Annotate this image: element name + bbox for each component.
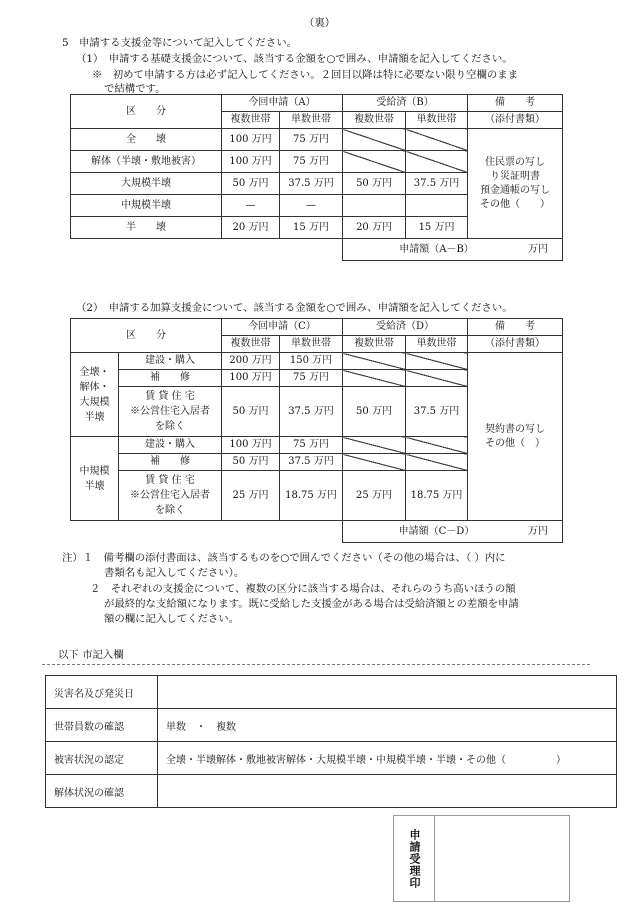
col-header-single: 単数世帯 bbox=[280, 112, 343, 129]
amount-cell[interactable]: 25 万円 bbox=[222, 471, 280, 521]
disaster-name-date-field[interactable] bbox=[158, 676, 617, 709]
col-header-multi: 複数世帯 bbox=[222, 112, 280, 129]
label-damage-status: 被害状況の認定 bbox=[46, 742, 158, 775]
total-label: 申請額（A－B） bbox=[399, 243, 474, 255]
empty-cell bbox=[343, 195, 406, 217]
na-cell bbox=[343, 129, 406, 151]
note-2-cont2: 額の欄に記入してください。 bbox=[104, 613, 240, 625]
col-header-single: 単数世帯 bbox=[280, 336, 343, 353]
na-cell bbox=[406, 437, 468, 454]
na-cell bbox=[406, 454, 468, 471]
na-cell bbox=[343, 370, 406, 387]
note-2: ２ それぞれの支援金について、複数の区分に該当する場合は、それらのうち高いほうの額 bbox=[90, 583, 516, 595]
row-label-total-destruction: 全 壊 bbox=[71, 129, 222, 151]
sub-label-rental: 賃 貸 住 宅 ※公営住宅入居者 を除く bbox=[119, 387, 222, 437]
application-amount-ab[interactable] bbox=[343, 239, 563, 261]
na-cell bbox=[406, 129, 468, 151]
group-label-large-scale: 全壊・ 解体・ 大規模 半壊 bbox=[71, 353, 119, 437]
dash-cell: — bbox=[280, 195, 343, 217]
amount-cell[interactable]: 37.5 万円 bbox=[280, 387, 343, 437]
total-unit: 万円 bbox=[528, 525, 548, 537]
sub-label-repair: 補 修 bbox=[119, 454, 222, 471]
amount-cell[interactable]: 37.5 万円 bbox=[406, 387, 468, 437]
amount-cell[interactable]: 75 万円 bbox=[280, 151, 343, 173]
sub-label-build-purchase: 建設・購入 bbox=[119, 437, 222, 454]
na-cell bbox=[343, 437, 406, 454]
back-side-label: （裏） bbox=[304, 17, 336, 29]
amount-cell[interactable]: 37.5 万円 bbox=[406, 173, 468, 195]
col-header-multi: 複数世帯 bbox=[222, 336, 280, 353]
basic-support-instruction: （1） 申請する基礎支援金について、該当する金額を○で囲み、申請額を記入してください。 bbox=[76, 53, 513, 65]
col-header-multi: 複数世帯 bbox=[343, 336, 406, 353]
remark-other[interactable]: その他（ ） bbox=[485, 437, 545, 449]
basic-support-table bbox=[70, 94, 563, 261]
dash-cell: — bbox=[222, 195, 280, 217]
col-header-received-b: 受給済（B） bbox=[343, 95, 468, 112]
na-cell bbox=[406, 353, 468, 370]
note-1-cont: 書類名も記入してください）。 bbox=[104, 567, 245, 579]
row-label-demolition: 解体（半壊・敷地被害） bbox=[71, 151, 222, 173]
amount-cell[interactable]: 100 万円 bbox=[222, 370, 280, 387]
additional-support-instruction: （2） 申請する加算支援金について、該当する金額を○で囲み、申請額を記入してください。 bbox=[76, 302, 513, 314]
amount-cell[interactable]: 150 万円 bbox=[280, 353, 343, 370]
note-1: 注）１ 備考欄の添付書面は、該当するものを○で囲んでください（その他の場合は、（ ）内に bbox=[62, 552, 506, 564]
amount-cell[interactable]: 50 万円 bbox=[222, 387, 280, 437]
receipt-stamp-label: 申請受理印 bbox=[408, 828, 421, 889]
remark-disaster-cert[interactable]: り災証明書 bbox=[490, 170, 541, 182]
amount-cell[interactable]: 200 万円 bbox=[222, 353, 280, 370]
na-cell bbox=[406, 151, 468, 173]
amount-cell[interactable]: 15 万円 bbox=[406, 217, 468, 239]
amount-cell[interactable]: 20 万円 bbox=[343, 217, 406, 239]
label-household-count: 世帯員数の確認 bbox=[46, 709, 158, 742]
col-header-remarks: 備 考 bbox=[468, 95, 563, 112]
amount-cell[interactable]: 100 万円 bbox=[222, 151, 280, 173]
col-header-category: 区 分 bbox=[71, 95, 222, 129]
receipt-stamp-box[interactable] bbox=[393, 815, 570, 902]
col-header-single: 単数世帯 bbox=[406, 112, 468, 129]
amount-cell[interactable]: 15 万円 bbox=[280, 217, 343, 239]
sub-label-build-purchase: 建設・購入 bbox=[119, 353, 222, 370]
label-demolition-status: 解体状況の確認 bbox=[46, 775, 158, 808]
additional-support-table bbox=[70, 318, 563, 543]
amount-cell[interactable]: 50 万円 bbox=[222, 454, 280, 471]
col-header-current-a: 今回申請（A） bbox=[222, 95, 343, 112]
amount-cell[interactable]: 18.75 万円 bbox=[406, 471, 468, 521]
amount-cell[interactable]: 18.75 万円 bbox=[280, 471, 343, 521]
first-time-note: ※ 初めて申請する方は必ず記入してください。２回目以降は特に必要ない限り空欄のまま bbox=[92, 69, 519, 81]
amount-cell[interactable]: 50 万円 bbox=[343, 173, 406, 195]
damage-status-field[interactable]: 全壊・半壊解体・敷地被害解体・大規模半壊・中規模半壊・半壊・その他（ ） bbox=[158, 742, 617, 775]
col-header-single: 単数世帯 bbox=[406, 336, 468, 353]
amount-cell[interactable]: 100 万円 bbox=[222, 129, 280, 151]
col-header-multi: 複数世帯 bbox=[343, 112, 406, 129]
group-label-medium-scale: 中規模 半壊 bbox=[71, 437, 119, 521]
remarks-cell bbox=[468, 129, 563, 239]
city-section-heading: 以下 市記入欄 bbox=[58, 649, 124, 661]
remark-contract-copy[interactable]: 契約書の写し bbox=[485, 423, 545, 435]
amount-cell[interactable]: 25 万円 bbox=[343, 471, 406, 521]
col-header-current-c: 今回申請（C） bbox=[222, 319, 343, 336]
application-amount-cd[interactable] bbox=[343, 521, 563, 543]
amount-cell[interactable]: 37.5 万円 bbox=[280, 454, 343, 471]
amount-cell[interactable]: 20 万円 bbox=[222, 217, 280, 239]
amount-cell[interactable]: 75 万円 bbox=[280, 129, 343, 151]
household-count-field[interactable]: 単数 ・ 複数 bbox=[158, 709, 617, 742]
col-header-attachments: （添付書類） bbox=[468, 336, 563, 353]
amount-cell[interactable]: 100 万円 bbox=[222, 437, 280, 454]
amount-cell[interactable]: 75 万円 bbox=[280, 437, 343, 454]
empty-cell bbox=[406, 195, 468, 217]
amount-cell[interactable]: 50 万円 bbox=[222, 173, 280, 195]
total-label: 申請額（C－D） bbox=[398, 525, 475, 537]
sub-label-rental: 賃 貸 住 宅 ※公営住宅入居者 を除く bbox=[119, 471, 222, 521]
na-cell bbox=[343, 454, 406, 471]
remark-bankbook-copy[interactable]: 預金通帳の写し bbox=[480, 184, 551, 196]
label-disaster-name-date: 災害名及び発災日 bbox=[46, 676, 158, 709]
first-time-note-cont: で結構です。 bbox=[104, 83, 166, 95]
remarks-cell bbox=[468, 353, 563, 521]
na-cell bbox=[343, 151, 406, 173]
note-2-cont: が最終的な支給額になります。既に受給した支援金がある場合は受給済額との差額を申請 bbox=[104, 598, 519, 610]
section-divider bbox=[42, 664, 590, 665]
remark-residence-cert[interactable]: 住民票の写し bbox=[485, 156, 546, 168]
total-unit: 万円 bbox=[528, 243, 549, 255]
row-label-medium-scale-half: 中規模半壊 bbox=[71, 195, 222, 217]
amount-cell[interactable]: 50 万円 bbox=[343, 387, 406, 437]
col-header-received-d: 受給済（D） bbox=[343, 319, 468, 336]
remark-other[interactable]: その他（ ） bbox=[480, 198, 551, 210]
na-cell bbox=[406, 370, 468, 387]
col-header-category: 区 分 bbox=[71, 319, 222, 353]
row-label-half: 半 壊 bbox=[71, 217, 222, 239]
row-label-large-scale-half: 大規模半壊 bbox=[71, 173, 222, 195]
demolition-status-field[interactable] bbox=[158, 775, 617, 808]
section-5-heading: 5 申請する支援金等について記入してください。 bbox=[62, 37, 297, 49]
col-header-attachments: （添付書類） bbox=[468, 112, 563, 129]
sub-label-repair: 補 修 bbox=[119, 370, 222, 387]
col-header-remarks: 備 考 bbox=[468, 319, 563, 336]
amount-cell[interactable]: 75 万円 bbox=[280, 370, 343, 387]
city-entry-table bbox=[45, 675, 617, 808]
na-cell bbox=[343, 353, 406, 370]
stamp-label-cell bbox=[394, 816, 435, 901]
amount-cell[interactable]: 37.5 万円 bbox=[280, 173, 343, 195]
